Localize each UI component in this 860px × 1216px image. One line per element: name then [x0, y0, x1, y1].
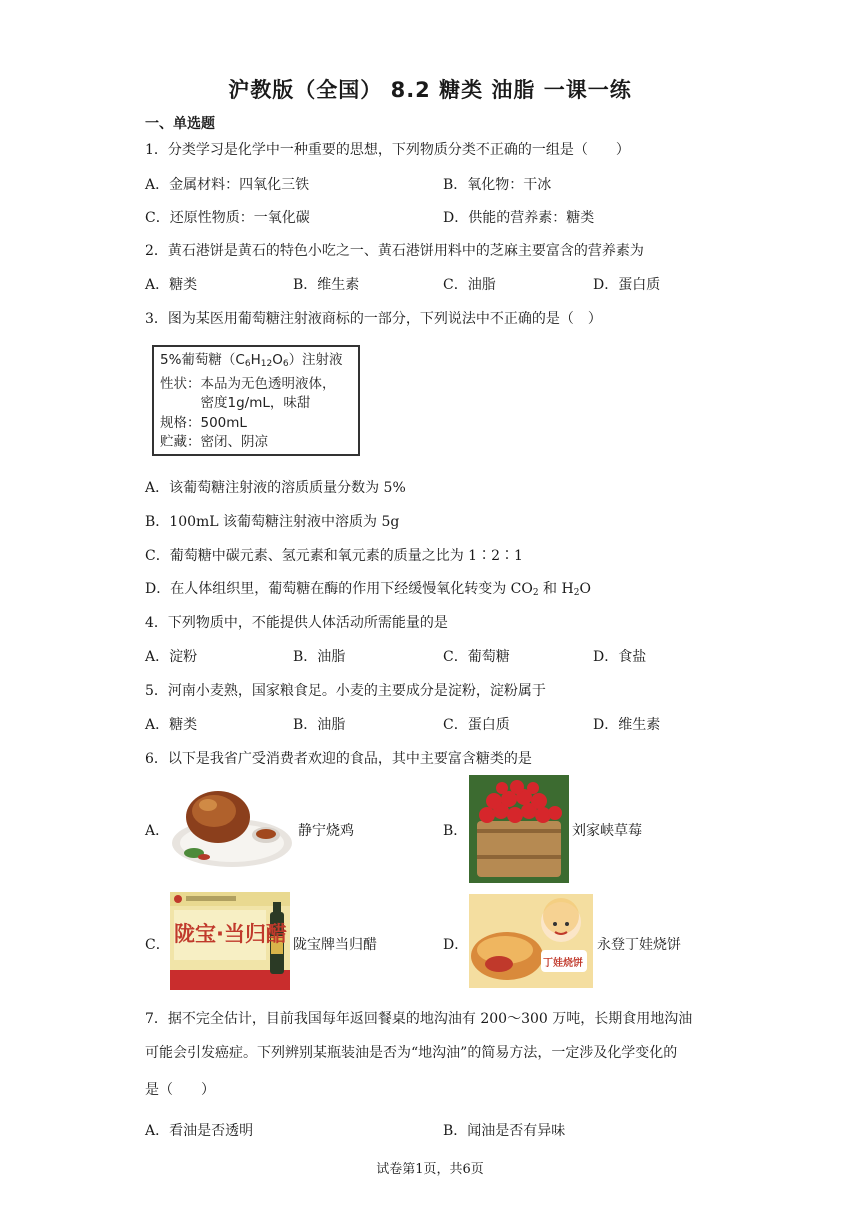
q6-option-b-text: 刘家峡草莓 [572, 823, 642, 839]
q6-option-a-text: 静宁烧鸡 [298, 823, 354, 839]
section-heading: 一、单选题 [145, 116, 215, 132]
q2-option-a: A．糖类 [145, 277, 198, 293]
q5-option-a: A．糖类 [145, 717, 198, 733]
q4-option-d: D．食盐 [593, 649, 647, 665]
question-7-stem-line-1: 7．据不完全估计，目前我国每年返回餐桌的地沟油有 200～300 万吨，长期食用地沟油 [145, 1011, 693, 1027]
q6-option-d-text: 永登丁娃烧饼 [597, 937, 681, 953]
vinegar-brand-text: 陇宝·当归醋 [174, 922, 287, 946]
baked-bread-image [469, 894, 593, 988]
q4-option-b: B．油脂 [293, 649, 346, 665]
question-5-stem: 5．河南小麦熟，国家粮食足。小麦的主要成分是淀粉，淀粉属于 [145, 683, 546, 699]
label-line-1: 5%葡萄糖$(C_6H_{12}O_6)$注射液 [160, 352, 343, 369]
q6-option-a-letter: A． [145, 823, 170, 839]
q3-option-a: A．该葡萄糖注射液的溶质质量分数为 5% [145, 480, 406, 496]
question-7-stem-line-2: 可能会引发癌症。下列辨别某瓶装油是否为“地沟油”的简易方法，一定涉及化学变化的 [145, 1045, 678, 1061]
roast-chicken-image [170, 775, 295, 870]
vinegar-product-image [170, 892, 290, 990]
q6-option-c-letter: C． [145, 937, 170, 953]
question-1-stem: 1．分类学习是化学中一种重要的思想，下列物质分类不正确的一组是（ ） [145, 142, 630, 158]
q7-option-a: A．看油是否透明 [145, 1123, 254, 1139]
question-2-stem: 2．黄石港饼是黄石的特色小吃之一、黄石港饼用料中的芝麻主要富含的营养素为 [145, 243, 644, 259]
q7-option-b: B．闻油是否有异味 [443, 1123, 566, 1139]
q5-option-c: C．蛋白质 [443, 717, 510, 733]
question-6-stem: 6．以下是我省广受消费者欢迎的食品，其中主要富含糖类的是 [145, 751, 532, 767]
page-title: 沪教版（全国） 8.2 糖类 油脂 一课一练 [228, 78, 632, 102]
question-4-stem: 4．下列物质中，不能提供人体活动所需能量的是 [145, 615, 448, 631]
q1-option-d: D．供能的营养素：糖类 [443, 210, 595, 226]
q4-option-c: C．葡萄糖 [443, 649, 510, 665]
question-7-stem-line-3: 是（ ） [145, 1082, 215, 1098]
q2-option-b: B．维生素 [293, 277, 360, 293]
label-line-2: 性状：本品为无色透明液体， [160, 375, 336, 392]
q3-option-c: C．葡萄糖中碳元素、氢元素和氧元素的质量之比为 1∶2∶1 [145, 548, 523, 564]
q2-option-c: C．油脂 [443, 277, 496, 293]
page-footer: 试卷第1页，共6页 [376, 1162, 484, 1177]
q3-option-b: B．100mL 该葡萄糖注射液中溶质为 5g [145, 514, 400, 530]
q5-option-d: D．维生素 [593, 717, 661, 733]
q4-option-a: A．淀粉 [145, 649, 198, 665]
label-line-5: 贮藏：密闭、阴凉 [160, 434, 268, 450]
label-line-3: 密度1g/mL，味甜 [160, 395, 311, 411]
question-3-stem: 3．图为某医用葡萄糖注射液商标的一部分，下列说法中不正确的是（ ） [145, 311, 602, 327]
glucose-label-image [152, 345, 360, 456]
strawberry-basket-image [469, 775, 569, 883]
q5-option-b: B．油脂 [293, 717, 346, 733]
label-line-4: 规格：500mL [160, 414, 247, 431]
q6-option-c-text: 陇宝牌当归醋 [293, 937, 377, 953]
q6-option-b-letter: B． [443, 823, 468, 839]
q1-option-a: A．金属材料：四氧化三铁 [145, 177, 310, 193]
q1-option-c: C．还原性物质：一氧化碳 [145, 210, 310, 226]
q2-option-d: D．蛋白质 [593, 277, 661, 293]
q1-option-b: B．氧化物：干冰 [443, 177, 552, 193]
q6-option-d-letter: D． [443, 937, 469, 953]
bread-brand-text: 丁娃烧饼 [543, 958, 583, 969]
q3-option-d: D．在人体组织里，葡萄糖在酶的作用下经缓慢氧化转变为 $CO_2$ 和 $H_2O$ [145, 581, 591, 598]
